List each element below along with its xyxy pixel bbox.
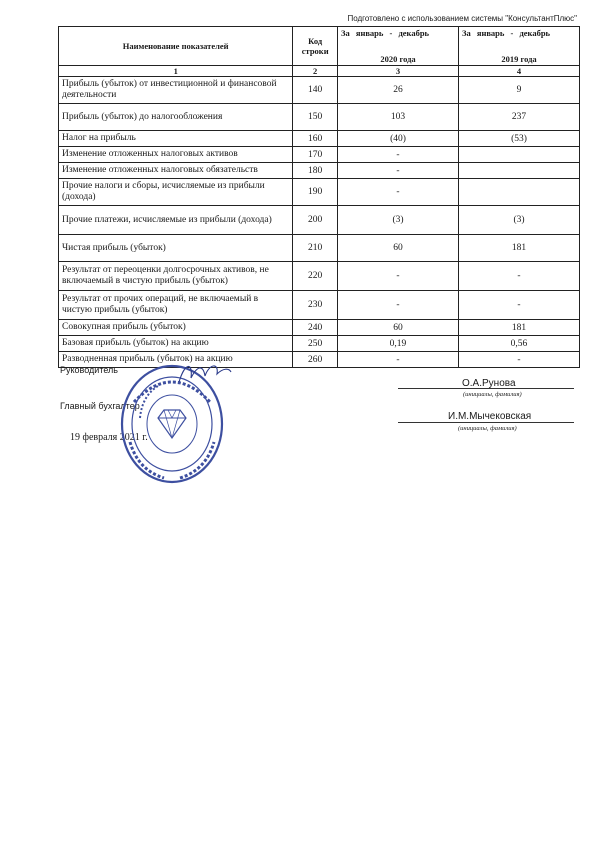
income-statement-table bbox=[58, 26, 580, 368]
table-row bbox=[59, 291, 580, 320]
director-name: О.А.Рунова bbox=[462, 378, 516, 389]
row-value-2019: - bbox=[458, 262, 579, 291]
row-value-2020: - bbox=[337, 291, 458, 320]
header-period-2020-top: За январь - декабрь bbox=[340, 28, 430, 38]
row-name: Базовая прибыль (убыток) на акцию bbox=[59, 336, 293, 352]
row-name: Прибыль (убыток) от инвестиционной и финансовой деятельности bbox=[59, 77, 293, 104]
column-number: 3 bbox=[337, 66, 458, 77]
table-row bbox=[59, 235, 580, 262]
row-value-2019 bbox=[458, 179, 579, 206]
row-name: Прибыль (убыток) до налогообложения bbox=[59, 104, 293, 131]
row-value-2019: - bbox=[458, 291, 579, 320]
table-row bbox=[59, 163, 580, 179]
row-value-2019: 0,56 bbox=[458, 336, 579, 352]
table-row bbox=[59, 131, 580, 147]
row-value-2020: (40) bbox=[337, 131, 458, 147]
accountant-label: Главный бухгалтер bbox=[60, 401, 140, 411]
table-header-row bbox=[59, 27, 580, 66]
row-code: 180 bbox=[293, 163, 338, 179]
row-value-2020: - bbox=[337, 262, 458, 291]
row-value-2019: 181 bbox=[458, 235, 579, 262]
column-number: 4 bbox=[458, 66, 579, 77]
document-date: 19 февраля 2021 г. bbox=[70, 432, 148, 443]
accountant-name: И.М.Мычековская bbox=[448, 411, 532, 422]
row-name: Изменение отложенных налоговых активов bbox=[59, 147, 293, 163]
director-label: Руководитель bbox=[60, 365, 118, 375]
column-number: 2 bbox=[293, 66, 338, 77]
row-name: Прочие налоги и сборы, исчисляемые из прибыли (дохода) bbox=[59, 179, 293, 206]
header-name: Наименование показателей bbox=[59, 27, 293, 66]
row-value-2020: 103 bbox=[337, 104, 458, 131]
director-caption: (инициалы, фамилия) bbox=[463, 391, 522, 398]
director-signature bbox=[175, 358, 235, 388]
row-name: Совокупная прибыль (убыток) bbox=[59, 320, 293, 336]
table-row bbox=[59, 206, 580, 235]
row-code: 240 bbox=[293, 320, 338, 336]
row-value-2020: 26 bbox=[337, 77, 458, 104]
row-code: 260 bbox=[293, 352, 338, 368]
row-value-2019 bbox=[458, 163, 579, 179]
header-period-2020 bbox=[337, 27, 458, 66]
row-code: 250 bbox=[293, 336, 338, 352]
header-period-2019-top: За январь - декабрь bbox=[461, 28, 551, 38]
header-code: Код строки bbox=[293, 27, 338, 66]
row-value-2020: - bbox=[337, 163, 458, 179]
row-value-2019: (53) bbox=[458, 131, 579, 147]
row-value-2019: - bbox=[458, 352, 579, 368]
row-name: Разводненная прибыль (убыток) на акцию bbox=[59, 352, 293, 368]
row-value-2020: - bbox=[337, 147, 458, 163]
table-row bbox=[59, 262, 580, 291]
row-code: 160 bbox=[293, 131, 338, 147]
row-value-2019: 237 bbox=[458, 104, 579, 131]
row-name: Результат от переоценки долгосрочных активов, не включаемый в чистую прибыль (убыток) bbox=[59, 262, 293, 291]
row-name: Результат от прочих операций, не включаемый в чистую прибыль (убыток) bbox=[59, 291, 293, 320]
row-code: 190 bbox=[293, 179, 338, 206]
header-note: Подготовлено с использованием системы "КонсультантПлюс" bbox=[347, 14, 577, 23]
row-code: 200 bbox=[293, 206, 338, 235]
row-value-2020: 60 bbox=[337, 320, 458, 336]
row-value-2020: - bbox=[337, 179, 458, 206]
row-code: 230 bbox=[293, 291, 338, 320]
row-code: 150 bbox=[293, 104, 338, 131]
header-period-2019-bottom: 2019 года bbox=[501, 54, 537, 64]
row-value-2020: 0,19 bbox=[337, 336, 458, 352]
row-code: 220 bbox=[293, 262, 338, 291]
row-code: 140 bbox=[293, 77, 338, 104]
row-value-2020: 60 bbox=[337, 235, 458, 262]
header-period-2020-bottom: 2020 года bbox=[380, 54, 416, 64]
row-value-2019: (3) bbox=[458, 206, 579, 235]
accountant-caption: (инициалы, фамилия) bbox=[458, 425, 517, 432]
row-name: Чистая прибыль (убыток) bbox=[59, 235, 293, 262]
table-row bbox=[59, 179, 580, 206]
table-row bbox=[59, 104, 580, 131]
row-value-2019 bbox=[458, 147, 579, 163]
table-row bbox=[59, 77, 580, 104]
accountant-signature-line bbox=[398, 422, 574, 423]
column-number-row bbox=[59, 66, 580, 77]
table-row bbox=[59, 147, 580, 163]
row-value-2020: (3) bbox=[337, 206, 458, 235]
row-value-2019: 9 bbox=[458, 77, 579, 104]
table-row bbox=[59, 336, 580, 352]
row-name: Изменение отложенных налоговых обязательств bbox=[59, 163, 293, 179]
row-name: Прочие платежи, исчисляемые из прибыли (дохода) bbox=[59, 206, 293, 235]
row-value-2020: - bbox=[337, 352, 458, 368]
row-name: Налог на прибыль bbox=[59, 131, 293, 147]
row-value-2019: 181 bbox=[458, 320, 579, 336]
row-code: 210 bbox=[293, 235, 338, 262]
header-period-2019 bbox=[458, 27, 579, 66]
column-number: 1 bbox=[59, 66, 293, 77]
table-row bbox=[59, 320, 580, 336]
row-code: 170 bbox=[293, 147, 338, 163]
